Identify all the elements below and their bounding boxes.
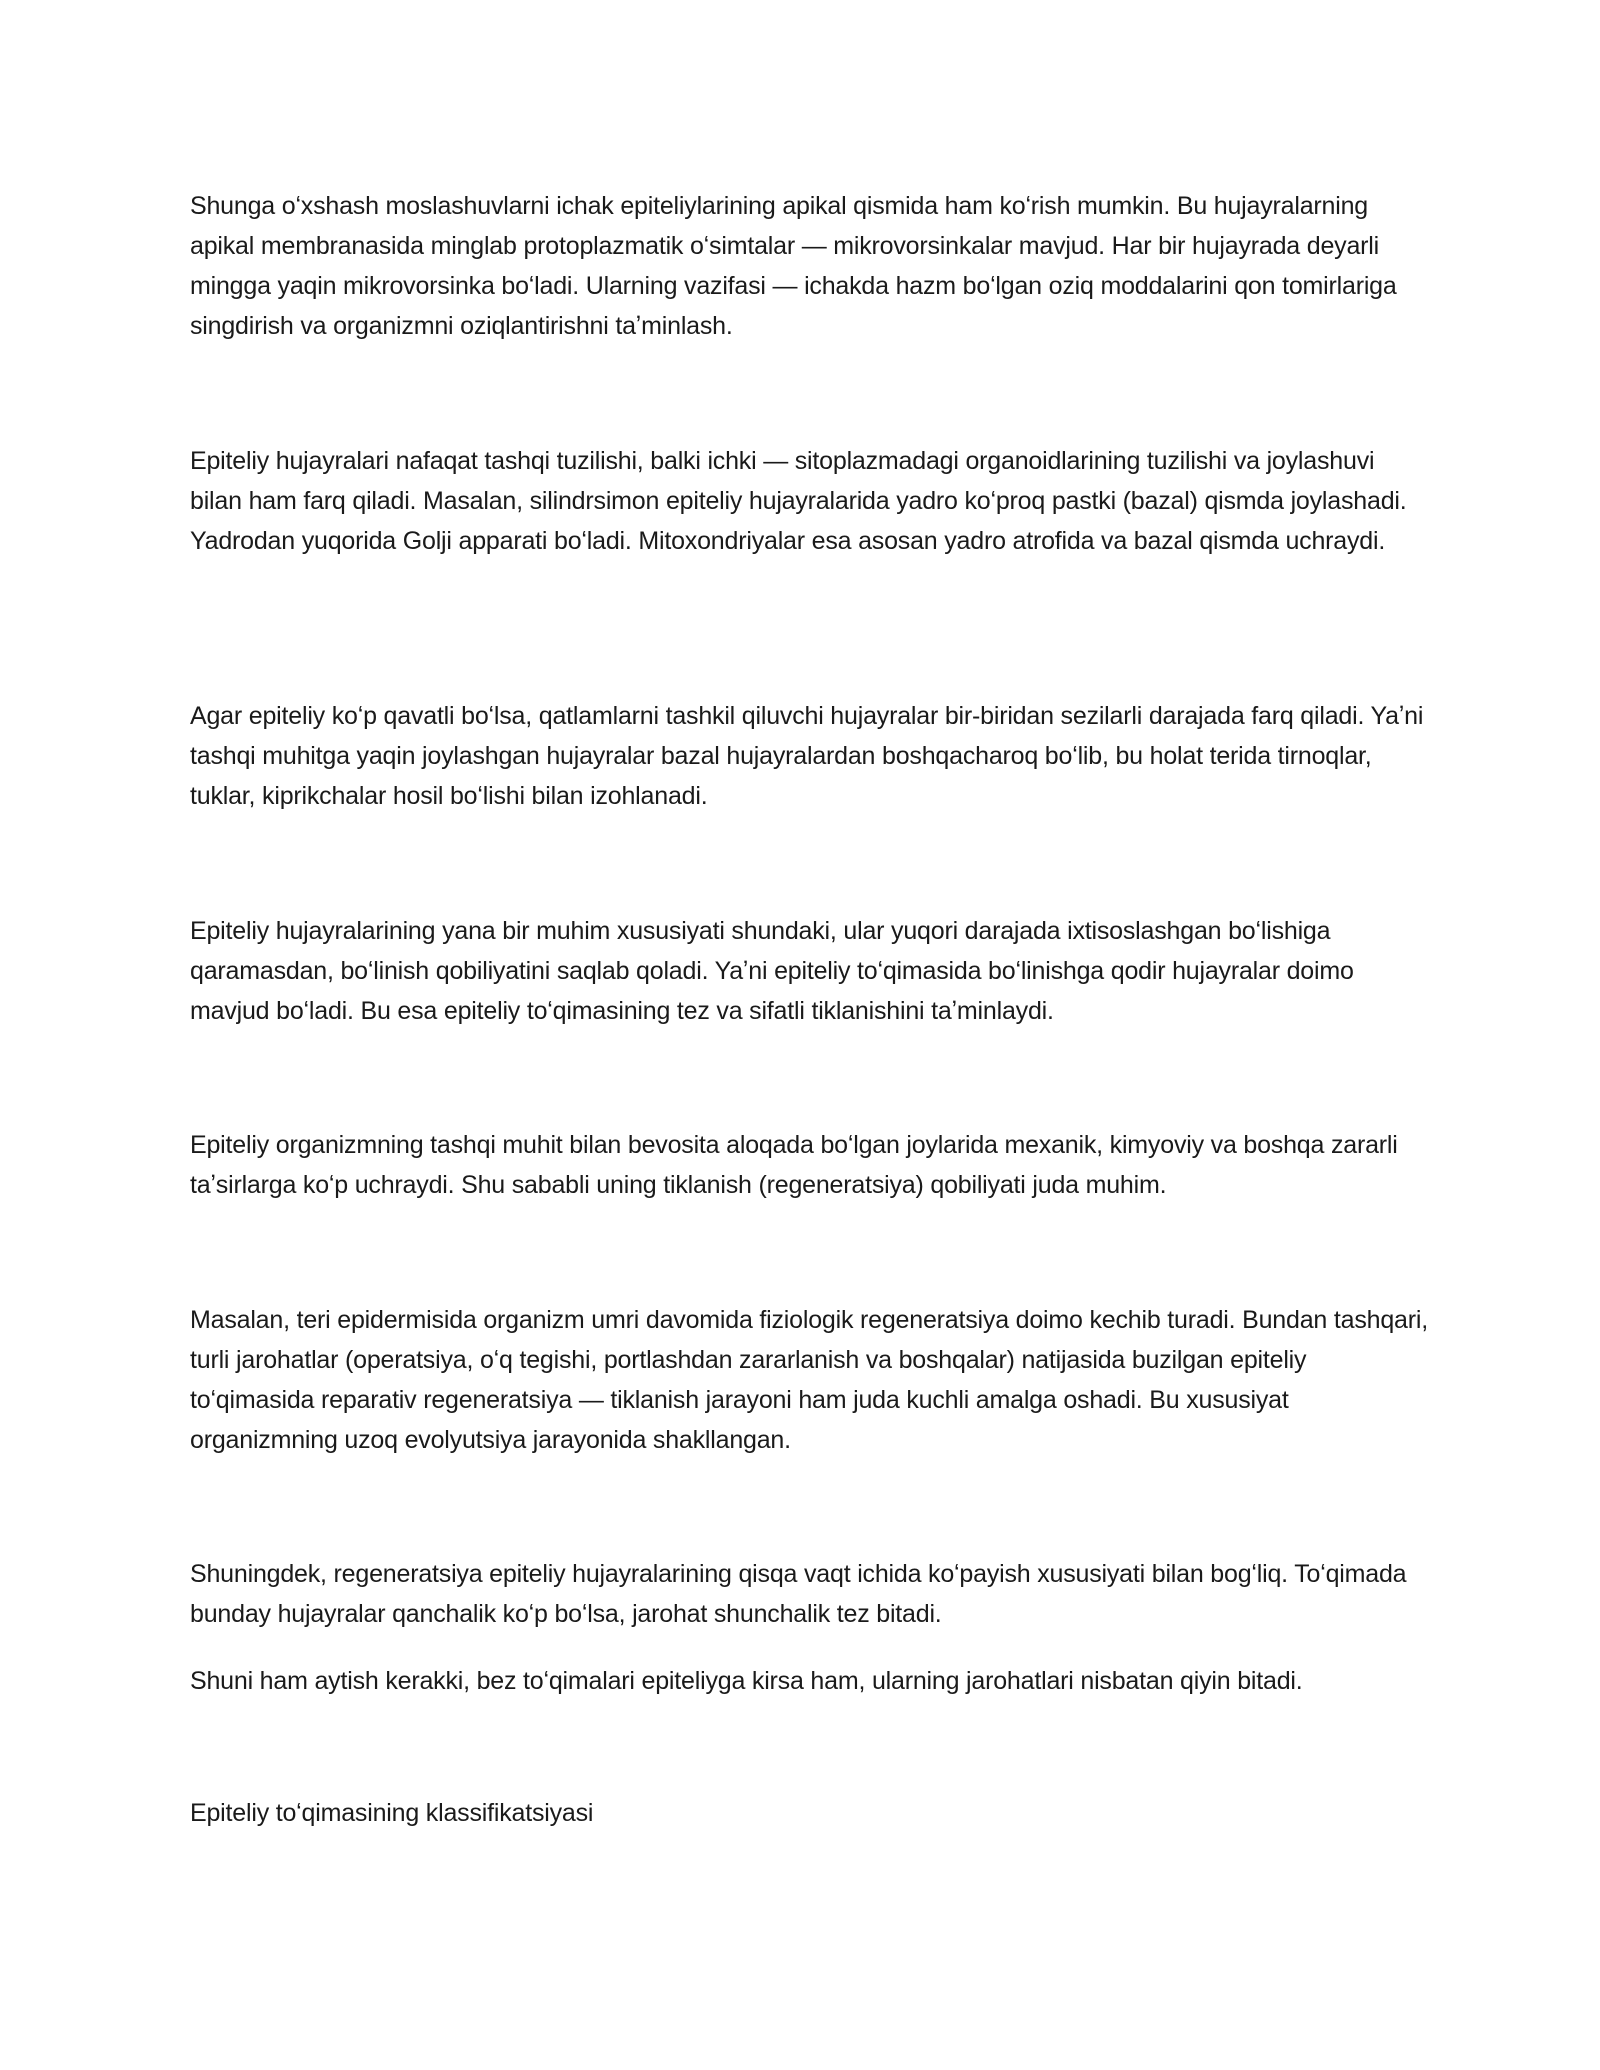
paragraph-division: Epiteliy hujayralarining yana bir muhim xususiyati shundaki, ular yuqori darajada ixtisoslashgan boʻlishiga qaramasdan, boʻlinish qobiliyatini saqlab qoladi. Yaʼni epiteliy toʻqimasida boʻlinishga qodir hujayralar doimo mavjud boʻladi. Bu esa epiteliy toʻqimasining tez va sifatli tiklanishini taʼminlaydi. — [190, 917, 1354, 1025]
paragraph-gland-tissue: Shuni ham aytish kerakki, bez toʻqimalari epiteliyga kirsa ham, ularning jarohatlari nisbatan qiyin bitadi. — [190, 1667, 1303, 1695]
paragraph-microvilli: Shunga oʻxshash moslashuvlarni ichak epiteliylarining apikal qismida ham koʻrish mumkin. Bu hujayralarning apikal membranasida minglab protoplazmatik oʻsimtalar — mikrovorsinkalar mavjud. Har bir hujayrada deyarli mingga yaqin mikrovorsinka boʻladi. Ularning vazifasi — ichakda hazm boʻlgan oziq moddalarini qon tomirlariga singdirish va organizmni oziqlantirishni taʼminlash. — [190, 192, 1397, 340]
paragraph-regeneration-examples: Masalan, teri epidermisida organizm umri davomida fiziologik regeneratsiya doimo kechib turadi. Bundan tashqari, turli jarohatlar (operatsiya, oʻq tegishi, portlashdan zararlanish va boshqalar) natijasida buzilgan epiteliy toʻqimasida reparativ regeneratsiya — tiklanish jarayoni ham juda kuchli amalga oshadi. Bu xususiyat organizmning uzoq evolyutsiya jarayonida shakllangan. — [190, 1306, 1428, 1454]
paragraph-proliferation: Shuningdek, regeneratsiya epiteliy hujayralarining qisqa vaqt ichida koʻpayish xususiyati bilan bogʻliq. Toʻqimada bunday hujayralar qanchalik koʻp boʻlsa, jarohat shunchalik tez bitadi. — [190, 1560, 1407, 1628]
section-heading: Epiteliy toʻqimasining klassifikatsiyasi — [190, 1799, 594, 1827]
paragraph-multilayer: Agar epiteliy koʻp qavatli boʻlsa, qatlamlarni tashkil qiluvchi hujayralar bir-biridan sezilarli darajada farq qiladi. Yaʼni tashqi muhitga yaqin joylashgan hujayralar bazal hujayralardan boshqacharoq boʻlib, bu holat terida tirnoqlar, tuklar, kiprikchalar hosil boʻlishi bilan izohlanadi. — [190, 702, 1424, 810]
paragraph-organoids: Epiteliy hujayralari nafaqat tashqi tuzilishi, balki ichki — sitoplazmadagi organoidlarining tuzilishi va joylashuvi bilan ham farq qiladi. Masalan, silindrsimon epiteliy hujayralarida yadro koʻproq pastki (bazal) qismda joylashadi. Yadrodan yuqorida Golji apparati boʻladi. Mitoxondriyalar esa asosan yadro atrofida va bazal qismda uchraydi. — [190, 447, 1407, 555]
paragraph-regeneration-importance: Epiteliy organizmning tashqi muhit bilan bevosita aloqada boʻlgan joylarida mexanik, kimyoviy va boshqa zararli taʼsirlarga koʻp uchraydi. Shu sababli uning tiklanish (regeneratsiya) qobiliyati juda muhim. — [190, 1131, 1398, 1199]
